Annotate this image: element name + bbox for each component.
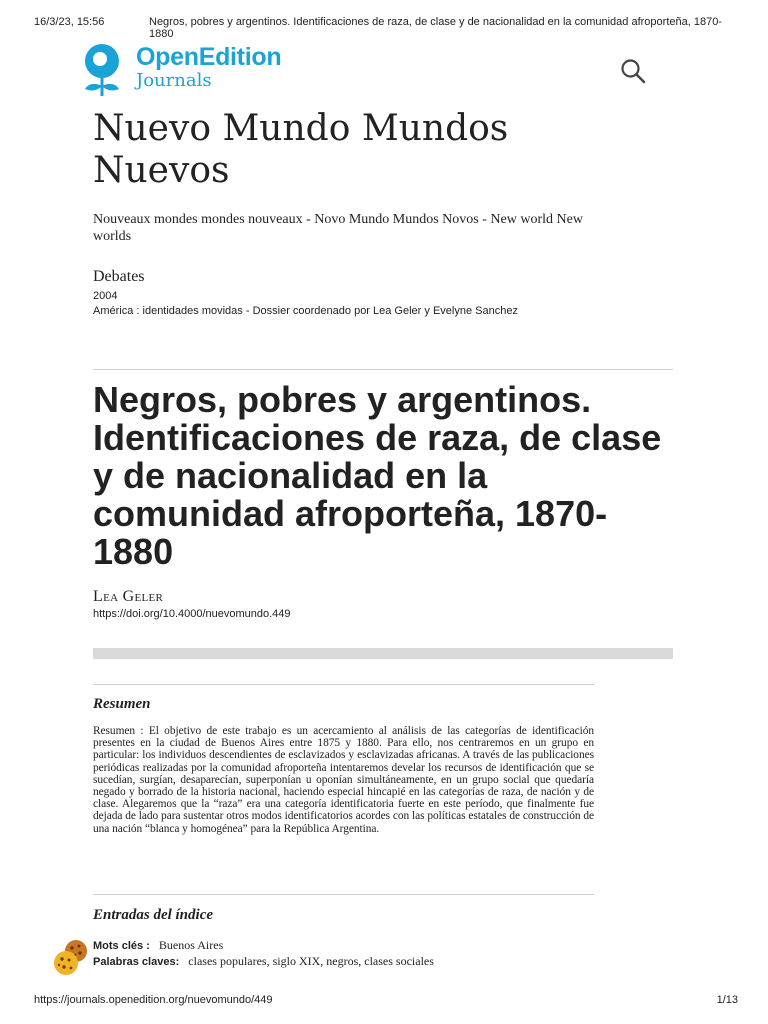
toolbar-bar <box>93 648 673 659</box>
print-page-number: 1/13 <box>716 994 738 1006</box>
divider <box>93 894 594 895</box>
index-heading: Entradas del índice <box>93 907 214 923</box>
print-datetime: 16/3/23, 15:56 <box>34 16 105 28</box>
keywords-fr-value[interactable]: Buenos Aires <box>158 938 224 952</box>
journal-title[interactable]: Nuevo Mundo Mundos Nuevos <box>93 108 509 191</box>
search-icon[interactable] <box>620 58 646 89</box>
openedition-logo[interactable] <box>78 42 281 98</box>
divider <box>93 684 594 685</box>
issue-year[interactable]: 2004 <box>93 290 118 302</box>
openedition-logo-icon <box>78 42 130 98</box>
cookie-icon[interactable] <box>52 938 92 981</box>
journal-subtitle: Nouveaux mondes mondes nouveaux - Novo Mundo Mundos Novos - New world New worlds <box>93 212 583 244</box>
article-title: Negros, pobres y argentinos. Identificaciones de raza, de clase y de nacionalidad en la comunidad afroporteña, 1870-1880 <box>93 379 662 572</box>
print-header <box>34 16 738 40</box>
abstract-text: Resumen : El objetivo de este trabajo es un acercamiento al análisis de las categorías de identificación presentes en la ciudad de Buenos Aires entre 1875 y 1880. Para ello, nos centraremos en un grupo en particular: los individuos descendientes de esclavizados y esclavizadas africanas. A través de las publicaciones periódicas realizadas por la comunidad afroporteña intentaremos develar los recursos de identificación que se sucedían, surgían, desaparecían, superponían u oponían simultáneamente, en un grupo social que quedaría negado y borrado de la historia nacional, haciendo especial hincapié en las categorías de raza, de nación y de clase. Alegaremos que la “raza” era una categoría identificatoria fuerte en este período, que finalmente fue dejada de lado para sustentar otros modos identificatorios acordes con las políticas estatales de construcción de una nación “blanca y homogénea” para la República Argentina. <box>93 725 594 835</box>
divider <box>93 369 673 370</box>
section-name[interactable]: Debates <box>93 268 145 285</box>
keywords-es-label: Palabras claves: <box>93 956 180 968</box>
logo-line1: OpenEdition <box>136 43 282 71</box>
print-url: https://journals.openedition.org/nuevomundo/449 <box>34 994 273 1006</box>
keywords-es-value[interactable]: clases populares, siglo XIX, negros, clases sociales <box>188 954 434 968</box>
issue-title[interactable]: América : identidades movidas - Dossier coordenado por Lea Geler y Evelyne Sanchez <box>93 305 518 317</box>
keywords-fr <box>93 938 223 953</box>
article-author[interactable]: Lea Geler <box>93 588 164 605</box>
keywords-fr-label: Mots clés : <box>93 940 150 952</box>
keywords-es <box>93 954 434 969</box>
article-doi[interactable]: https://doi.org/10.4000/nuevomundo.449 <box>93 608 291 620</box>
logo-line2: Journals <box>136 70 212 91</box>
print-footer <box>34 994 738 1006</box>
resumen-heading: Resumen <box>93 696 151 712</box>
print-page-title: Negros, pobres y argentinos. Identificaciones de raza, de clase y de nacionalidad en la comunidad afroporteña, 1870-1880 <box>149 16 722 40</box>
